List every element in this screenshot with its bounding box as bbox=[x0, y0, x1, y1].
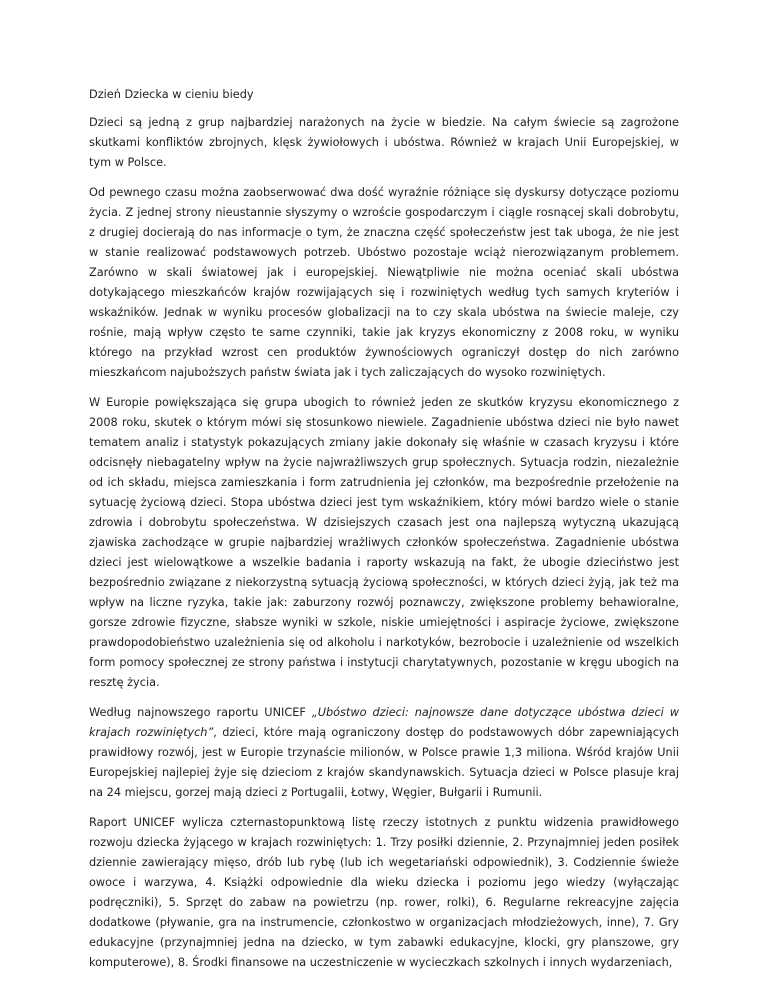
document-page bbox=[89, 85, 679, 983]
report-title-italic: „Ubóstwo dzieci: najnowsze dane dotyczące ubóstwa dzieci w krajach rozwiniętych” bbox=[89, 706, 679, 739]
paragraph-intro: Dzieci są jedną z grup najbardziej narażonych na życie w biedzie. Na całym świecie są zagrożone skutkami konfliktów zbrojnych, klęsk żywiołowych i ubóstwa. Również w krajach Unii Europejskiej, w tym w Polsce. bbox=[89, 116, 679, 169]
paragraph-europe: W Europie powiększająca się grupa ubogich to również jeden ze skutków kryzysu ekonomicznego z 2008 roku, skutek o którym mówi się stosunkowo niewiele. Zagadnienie ubóstwa dzieci nie było nawet tematem analiz i statystyk pokazujących zmiany jakie dokonały się właśnie w czasach kryzysu i które odcisnęły niebagatelny wpływ na życie najwrażliwszych grup społecznych. Sytuacja rodzin, niezależnie od ich składu, miejsca zamieszkania i form zatrudnienia jej członków, ma bezpośrednie przełożenie na sytuację życiową dzieci. Stopa ubóstwa dzieci jest tym wskaźnikiem, który mówi bardzo wiele o stanie zdrowia i dobrobytu społeczeństwa. W dzisiejszych czasach jest ona najlepszą wytyczną ukazującą zjawiska zachodzące w grupie najbardziej wrażliwych członków społeczeństwa. Zagadnienie ubóstwa dzieci jest wielowątkowe a wszelkie badania i raporty wskazują na fakt, że ubogie dzieciństwo jest bezpośrednio związane z niekorzystną sytuacją życiową społeczności, w których dzieci żyją, jak też ma wpływ na liczne ryzyka, takie jak: zaburzony rozwój poznawczy, zwiększone problemy behawioralne, gorsze zdrowie fizyczne, słabsze wyniki w szkole, niskie umiejętności i aspiracje życiowe, zwiększone prawdopodobieństwo uzależnienia się od alkoholu i narkotyków, bezrobocie i uzależnienie od wszelkich form pomocy społecznej ze strony państwa i instytucji charytatywnych, pozostanie w kręgu ubogich na resztę życia. bbox=[89, 396, 679, 689]
paragraph-unicef-report bbox=[89, 703, 679, 803]
paragraph-discourses: Od pewnego czasu można zaobserwować dwa dość wyraźnie różniące się dyskursy dotyczące poziomu życia. Z jednej strony nieustannie słyszymy o wzroście gospodarczym i ciągle rosnącej skali dobrobytu, z drugiej docierają do nas informacje o tym, że znaczna część społeczeństw jest tak uboga, że nie jest w stanie realizować podstawowych potrzeb. Ubóstwo pozostaje wciąż nierozwiązanym problemem. Zarówno w skali światowej jak i europejskiej. Niewątpliwie nie można oceniać skali ubóstwa dotykającego mieszkańców krajów rozwijających się i rozwiniętych według tych samych kryteriów i wskaźników. Jednak w wyniku procesów globalizacji na to czy skala ubóstwa na świecie maleje, czy rośnie, mają wpływ często te same czynniki, takie jak kryzys ekonomiczny z 2008 roku, w wyniku którego na przykład wzrost cen produktów żywnościowych ograniczył dostęp do nich zarówno mieszkańcom najuboższych państw świata jak i tych zaliczających do wysoko rozwiniętych. bbox=[89, 186, 679, 379]
paragraph-unicef-list: Raport UNICEF wylicza czternastopunktową listę rzeczy istotnych z punktu widzenia prawidłowego rozwoju dziecka żyjącego w krajach rozwiniętych: 1. Trzy posiłki dziennie, 2. Przynajmniej jeden posiłek dziennie zawierający mięso, drób lub rybę (lub ich wegetariański odpowiednik), 3. Codziennie świeże owoce i warzywa, 4. Książki odpowiednie dla wieku dziecka i poziomu jego wiedzy (wyłączając podręczniki), 5. Sprzęt do zabaw na powietrzu (np. rower, rolki), 6. Regularne rekreacyjne zajęcia dodatkowe (pływanie, gra na instrumencie, członkostwo w organizacjach młodzieżowych, inne), 7. Gry edukacyjne (przynajmniej jedna na dziecko, w tym zabawki edukacyjne, klocki, gry planszowe, gry komputerowe), 8. Środki finansowe na uczestniczenie w wycieczkach szkolnych i innych wydarzeniach, bbox=[89, 816, 679, 969]
paragraph-unicef-after: , dzieci, które mają ograniczony dostęp do podstawowych dóbr zapewniających prawidłowy rozwój, jest w Europie trzynaście milionów, w Polsce prawie 1,3 miliona. Wśród krajów Unii Europejskiej najlepiej żyje się dzieciom z krajów skandynawskich. Sytuacja dzieci w Polsce plasuje kraj na 24 miejscu, gorzej mają dzieci z Portugalii, Łotwy, Węgier, Bułgarii i Rumunii. bbox=[89, 726, 679, 799]
paragraph-unicef-before: Według najnowszego raportu UNICEF bbox=[89, 706, 312, 719]
document-title: Dzień Dziecka w cieniu biedy bbox=[89, 88, 254, 101]
